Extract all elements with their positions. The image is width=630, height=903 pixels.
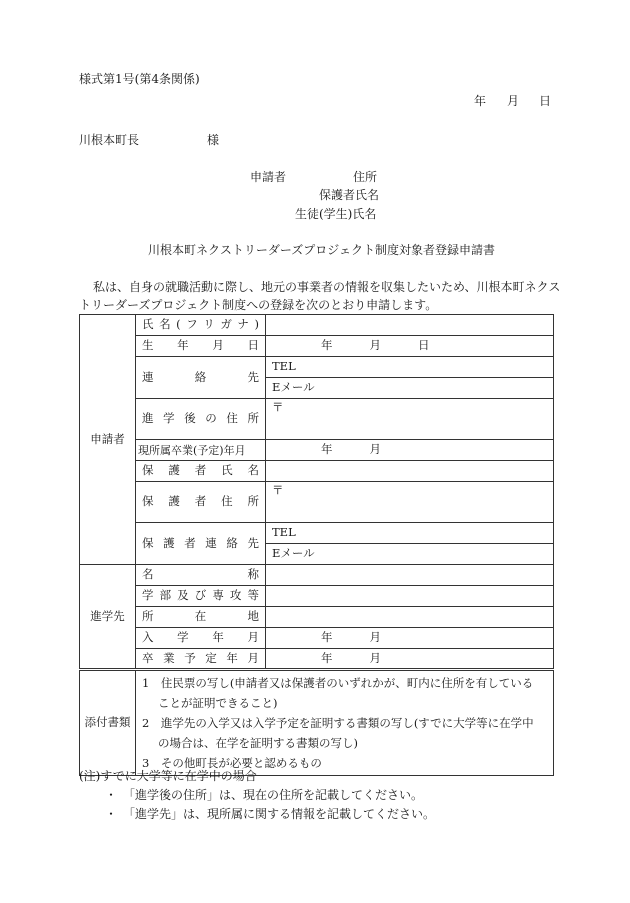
application-table (79, 314, 554, 776)
label-char: ガ (220, 317, 232, 332)
attachment-list (136, 670, 554, 776)
label-char: 入 (142, 630, 154, 645)
label-char: 所 (247, 494, 259, 509)
graduation-label: 現所属卒業(予定)年月 (136, 440, 266, 461)
faculty-input[interactable] (266, 586, 554, 607)
label-char: 住 (221, 494, 233, 509)
attachment-item-2-line-1: 2 進学先の入学又は入学予定を証明する書類の写し(すでに大学等に在学中 (142, 716, 534, 730)
guardian-email-input[interactable] (266, 544, 554, 565)
form-number: 様式第1号(第4条関係) (79, 72, 200, 86)
document-title: 川根本町ネクストリーダーズプロジェクト制度対象者登録申請書 (148, 243, 496, 257)
label-char: 者 (184, 535, 196, 550)
date-day-label: 日 (539, 94, 552, 108)
label-char: 護 (163, 535, 175, 550)
postal-mark-icon: 〒 (272, 483, 284, 497)
label-char: 在 (194, 609, 207, 624)
attachment-item-1-line-2: ことが証明できること) (158, 696, 278, 710)
attachment-item-2-line-2: の場合は、在学を証明する書類の写し) (158, 736, 358, 750)
note-heading: (注)すでに大学等に在学中の場合 (79, 769, 257, 783)
label-char: 年 (177, 338, 189, 353)
student-name-label: 生徒(学生)氏名 (295, 207, 377, 221)
label-char: 先 (247, 535, 259, 550)
table-row (80, 357, 554, 378)
label-char: 連 (205, 535, 217, 550)
label-char: 月 (212, 338, 224, 353)
email-input[interactable] (266, 378, 554, 399)
guardian-address-input[interactable] (266, 482, 554, 523)
applicant-label: 申請者 (250, 170, 287, 184)
faculty-label (136, 586, 266, 607)
label-char: 先 (247, 369, 259, 384)
month-unit: 月 (369, 442, 381, 457)
location-input[interactable] (266, 607, 554, 628)
label-char: 保 (142, 494, 154, 509)
label-char: 住 (226, 411, 238, 426)
birth-day-unit: 日 (418, 338, 430, 353)
graduation-input[interactable] (266, 440, 554, 461)
table-row (80, 628, 554, 649)
body-text-line-1: 私は、自身の就職活動に際し、地元の事業者の情報を収集したいため、川根本町ネクス (93, 280, 561, 294)
school-name-label (136, 565, 266, 586)
applicant-category-label: 申請者 (90, 431, 125, 446)
addressee-title: 川根本町長 (79, 133, 140, 147)
guardian-name-input[interactable] (266, 461, 554, 482)
label-char: 絡 (194, 369, 207, 384)
email-label: Eメール (272, 380, 315, 395)
year-unit: 年 (321, 442, 333, 457)
label-char: 絡 (226, 535, 238, 550)
attachment-item-3: 3 その他町長が必要と認めるもの (142, 756, 322, 770)
expected-graduation-input[interactable] (266, 649, 554, 670)
guardian-tel-input[interactable] (266, 523, 554, 544)
note-bullet-1: ・ 「進学後の住所」は、現在の住所を記載してください。 (105, 788, 424, 802)
body-text-line-2: トリーダーズプロジェクト制度への登録を次のとおり申請します。 (79, 298, 438, 312)
table-row (80, 461, 554, 482)
label-char: 進 (142, 411, 154, 426)
table-row (80, 649, 554, 670)
postal-mark-icon: 〒 (272, 400, 284, 414)
post-address-input[interactable] (266, 399, 554, 440)
table-row (80, 336, 554, 357)
label-char: 学 (177, 630, 189, 645)
label-char: ) (254, 317, 259, 332)
attachment-category-cell (80, 670, 136, 776)
admission-label (136, 628, 266, 649)
date-year-label: 年 (474, 94, 487, 108)
label-char: 地 (247, 609, 259, 624)
attachment-item-1-line-1: 1 住民票の写し(申請者又は保護者のいずれかが、町内に住所を有している (142, 676, 534, 690)
label-char: ナ (237, 317, 249, 332)
tel-label: TEL (272, 525, 296, 540)
name-kana-label (136, 315, 266, 336)
addressee-honorific: 様 (207, 133, 220, 147)
label-char: 氏 (142, 317, 154, 332)
guardian-name-label: 保護者氏名 (319, 188, 380, 202)
birth-year-unit: 年 (321, 338, 333, 353)
school-category-cell (80, 565, 136, 670)
guardian-contact-label (136, 523, 266, 565)
tel-label: TEL (272, 359, 296, 374)
label-char: フ (186, 317, 198, 332)
table-row (80, 399, 554, 440)
label-char: 及 (177, 588, 189, 603)
label-char: 日 (247, 338, 259, 353)
guardian-name-row-label (136, 461, 266, 482)
label-char: 保 (142, 535, 154, 550)
label-char: 月 (247, 650, 259, 665)
tel-input[interactable] (266, 357, 554, 378)
year-unit: 年 (321, 650, 333, 665)
label-char: 連 (142, 369, 154, 384)
label-char: 護 (168, 494, 180, 509)
label-char: の (205, 411, 217, 426)
table-row (80, 607, 554, 628)
location-label (136, 607, 266, 628)
label-char: 者 (194, 494, 207, 509)
post-address-label (136, 399, 266, 440)
label-char: び (194, 588, 207, 603)
table-row (80, 482, 554, 523)
label-char: 氏 (221, 463, 233, 478)
label-char: 所 (247, 411, 259, 426)
contact-label (136, 357, 266, 399)
month-unit: 月 (369, 630, 381, 645)
name-kana-input[interactable] (266, 315, 554, 336)
label-char: 者 (194, 463, 207, 478)
guardian-address-label (136, 482, 266, 523)
birth-date-input[interactable] (266, 336, 554, 357)
label-char: 名 (142, 567, 154, 582)
expected-graduation-label (136, 649, 266, 670)
label-char: 後 (184, 411, 196, 426)
birth-date-label (136, 336, 266, 357)
table-row (80, 586, 554, 607)
label-char: 護 (168, 463, 180, 478)
label-char: 等 (247, 588, 259, 603)
label-char: 定 (205, 650, 217, 665)
label-char: 攻 (229, 588, 242, 603)
label-char: 業 (163, 650, 175, 665)
label-char: 卒 (142, 650, 154, 665)
table-row (80, 670, 554, 776)
table-row (80, 440, 554, 461)
label-char: 部 (159, 588, 172, 603)
school-name-input[interactable] (266, 565, 554, 586)
table-row (80, 565, 554, 586)
month-unit: 月 (369, 650, 381, 665)
admission-input[interactable] (266, 628, 554, 649)
label-char: 保 (142, 463, 154, 478)
label-char: 学 (163, 411, 175, 426)
label-char: 専 (212, 588, 224, 603)
year-unit: 年 (321, 630, 333, 645)
note-bullet-2: ・ 「進学先」は、現所属に関する情報を記載してください。 (105, 807, 436, 821)
label-char: 名 (159, 317, 171, 332)
label-char: 予 (184, 650, 196, 665)
school-category-label: 進学先 (90, 608, 125, 623)
label-char: 称 (247, 567, 259, 582)
table-row (80, 523, 554, 544)
label-char: 月 (247, 630, 259, 645)
birth-month-unit: 月 (369, 338, 381, 353)
label-char: 生 (142, 338, 154, 353)
label-char: 年 (226, 650, 238, 665)
label-char: 所 (142, 609, 154, 624)
label-char: 学 (142, 588, 154, 603)
table-row (80, 315, 554, 336)
applicant-address-label: 住所 (353, 170, 378, 184)
label-char: ( (176, 317, 181, 332)
date-month-label: 月 (507, 94, 520, 108)
applicant-category-cell (80, 315, 136, 565)
label-char: リ (203, 317, 215, 332)
email-label: Eメール (272, 546, 315, 561)
label-char: 年 (212, 630, 224, 645)
attachment-category-label: 添付書類 (84, 715, 131, 730)
label-char: 名 (247, 463, 259, 478)
